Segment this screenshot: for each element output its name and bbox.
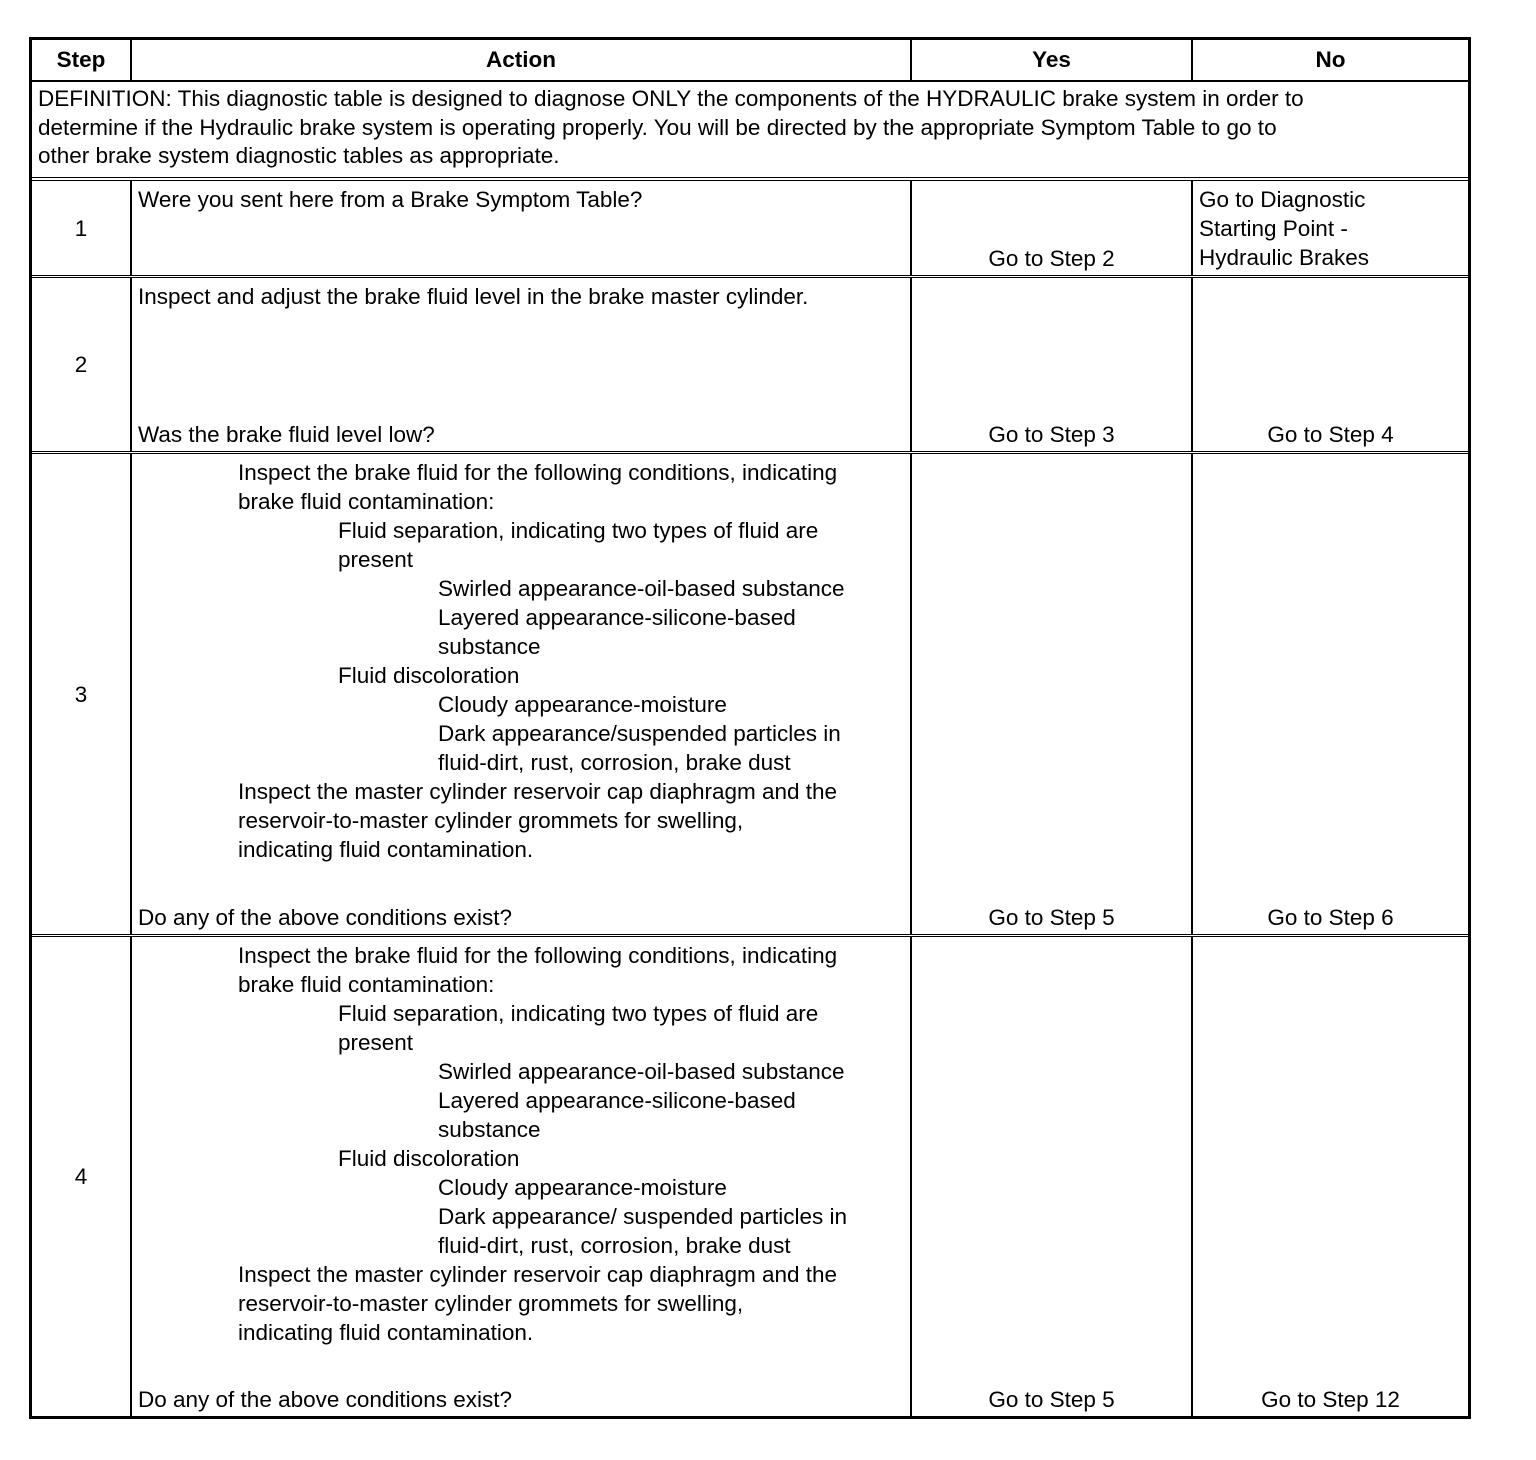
action-line: fluid-dirt, rust, corrosion, brake dust [438, 750, 791, 775]
action-text: Were you sent here from a Brake Symptom Table? [132, 181, 912, 275]
action-line: Inspect the brake fluid for the following conditions, indicating [238, 943, 838, 968]
action-line: brake fluid contamination: [238, 972, 495, 997]
yes-result: Go to Step 5 [912, 937, 1193, 1416]
action-line: Layered appearance-silicone-based [438, 1088, 796, 1113]
step-number: 1 [32, 181, 132, 275]
action-line: reservoir-to-master cylinder grommets for swelling, [238, 808, 744, 833]
action-line: Cloudy appearance-moisture [438, 1175, 727, 1200]
action-line: Fluid discoloration [338, 1146, 520, 1171]
diagnostic-table [29, 37, 1471, 1419]
action-line: Inspect the master cylinder reservoir cap diaphragm and the [238, 779, 838, 804]
action-line: Inspect the master cylinder reservoir cap diaphragm and the [238, 1262, 838, 1287]
step-number: 4 [32, 937, 132, 1416]
question-text: Was the brake fluid level low? [138, 422, 435, 447]
action-line: fluid-dirt, rust, corrosion, brake dust [438, 1233, 791, 1258]
table-row-step-1 [32, 177, 1468, 275]
action-line: Fluid separation, indicating two types of fluid are [338, 1001, 819, 1026]
definition-row [32, 80, 1468, 177]
step-number: 3 [32, 454, 132, 934]
action-cell [132, 454, 912, 934]
definition-text [32, 82, 1468, 177]
action-line: present [338, 1030, 414, 1055]
action-line: Fluid separation, indicating two types of fluid are [338, 518, 819, 543]
action-cell [132, 937, 912, 1416]
action-line: Dark appearance/ suspended particles in [438, 1204, 847, 1229]
no-result: Go to Step 12 [1261, 1387, 1400, 1412]
action-line: Cloudy appearance-moisture [438, 692, 727, 717]
action-line: reservoir-to-master cylinder grommets for swelling, [238, 1291, 744, 1316]
action-line: substance [438, 1117, 541, 1142]
no-result: Go to Diagnostic Starting Point - Hydraulic Brakes [1199, 187, 1370, 270]
table-row-step-4 [32, 934, 1468, 1416]
action-line: indicating fluid contamination. [238, 837, 534, 862]
definition-line: determine if the Hydraulic brake system is operating properly. You will be directed by the appropriate Symptom Table to go to [38, 114, 1277, 140]
action-line: indicating fluid contamination. [238, 1320, 534, 1345]
table-row-step-2 [32, 275, 1468, 451]
action-line: Swirled appearance-oil-based substance [438, 576, 845, 601]
header-yes: Yes [912, 40, 1193, 80]
action-line: present [338, 547, 414, 572]
no-result: Go to Step 6 [1267, 905, 1394, 930]
action-line: Layered appearance-silicone-based [438, 605, 796, 630]
action-line: Fluid discoloration [338, 663, 520, 688]
yes-result: Go to Step 5 [912, 454, 1193, 934]
no-result: Go to Step 4 [1267, 422, 1394, 447]
action-line: substance [438, 634, 541, 659]
action-cell [132, 278, 912, 451]
question-text: Do any of the above conditions exist? [138, 905, 512, 930]
table-header-row [32, 40, 1468, 80]
yes-result: Go to Step 3 [912, 278, 1193, 451]
action-text: Inspect and adjust the brake fluid level in the brake master cylinder. [138, 284, 809, 309]
definition-line: DEFINITION: This diagnostic table is designed to diagnose ONLY the components of the HYDRAULIC brake system in order to [38, 86, 1304, 111]
step-number: 2 [32, 278, 132, 451]
header-action: Action [132, 40, 912, 80]
action-line: Dark appearance/suspended particles in [438, 721, 841, 746]
table-row-step-3 [32, 451, 1468, 934]
definition-line: other brake system diagnostic tables as appropriate. [38, 143, 560, 168]
header-step: Step [32, 40, 132, 80]
action-line: Swirled appearance-oil-based substance [438, 1059, 845, 1084]
header-no: No [1315, 47, 1346, 72]
question-text: Do any of the above conditions exist? [138, 1387, 512, 1412]
yes-result: Go to Step 2 [912, 181, 1193, 275]
action-line: Inspect the brake fluid for the following conditions, indicating [238, 460, 838, 485]
action-line: brake fluid contamination: [238, 489, 495, 514]
